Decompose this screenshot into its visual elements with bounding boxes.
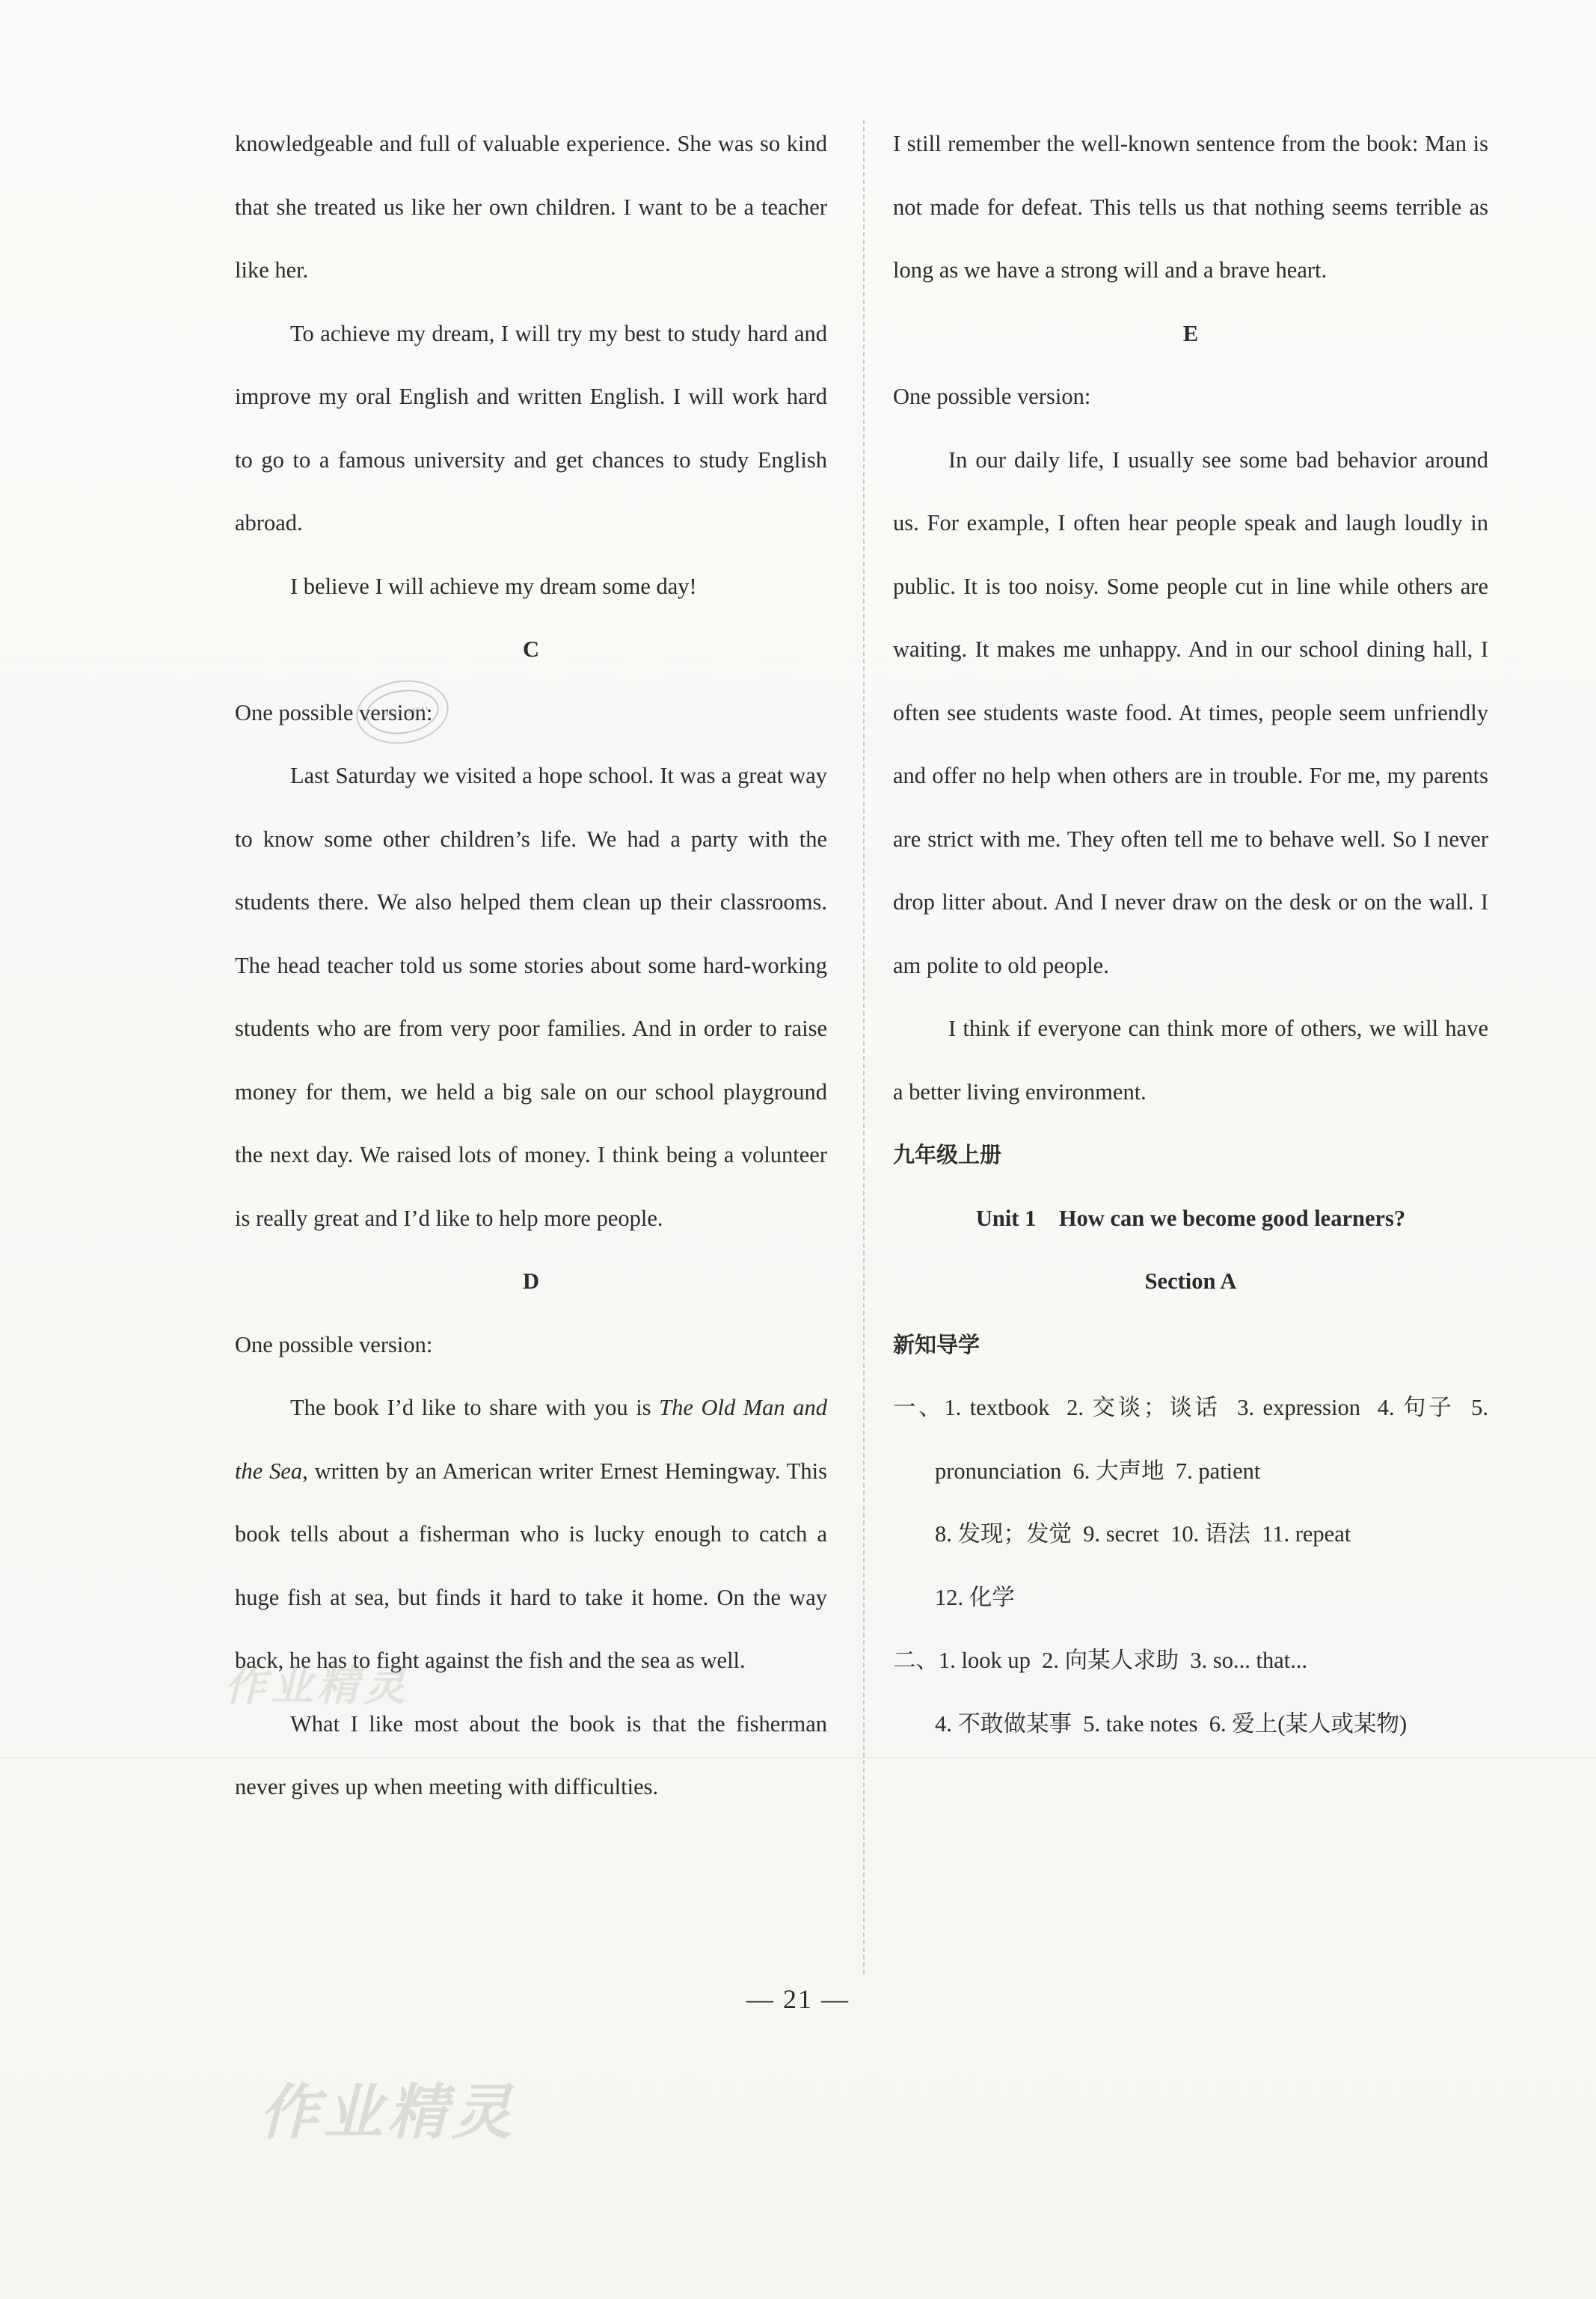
version-label: One possible version:: [893, 384, 1091, 409]
section-heading-e: E: [1182, 320, 1199, 346]
stamp-graphic: [354, 676, 451, 748]
watermark: 作业精灵: [259, 2078, 516, 2147]
paragraph: I believe I will achieve my dream some day!: [290, 573, 697, 599]
version-label: One possible version:: [235, 1331, 433, 1357]
paragraph: [235, 1376, 827, 1692]
answer-line: 8. 发现；发觉 9. secret 10. 语法 11. repeat: [935, 1521, 1351, 1547]
grade-heading: 九年级上册: [893, 1142, 1002, 1167]
answer-line: 二、1. look up 2. 向某人求助 3. so... that...: [893, 1648, 1308, 1673]
text-run: , written by an American writer Ernest Hemingway. This book tells about a fisherman who is lucky enough to catch a huge fish at sea, but finds it hard to take it home. On the way back, he has to fight against the fish and the sea as well.: [235, 1458, 827, 1673]
left-column: [235, 112, 827, 1819]
answer-line: 12. 化学: [935, 1584, 1015, 1610]
subsection-heading: 新知导学: [893, 1331, 980, 1357]
right-column: [893, 112, 1494, 1755]
answer-line: 4. 不敢做某事 5. take notes 6. 爱上(某人或某物): [935, 1710, 1408, 1737]
section-heading-c: C: [522, 636, 540, 662]
unit-title: Unit 1 How can we become good learners?: [975, 1205, 1406, 1231]
paragraph: What I like most about the book is that the fisherman never gives up when meeting with difficulties.: [235, 1710, 827, 1799]
paragraph: knowledgeable and full of valuable experience. She was so kind that she treated us like her own children. I want to be a teacher like her.: [235, 131, 827, 283]
book-title: The Old Man and the Sea: [235, 1395, 827, 1484]
answer-line: 一、1. textbook 2. 交谈；谈话 3. expression 4. 句子 5. pronunciation 6. 大声地 7. patient: [893, 1395, 1494, 1484]
paragraph: I still remember the well-known sentence from the book: Man is not made for defeat. This tells us that nothing seems terrible as long as we have a strong will and a brave heart.: [893, 131, 1488, 283]
section-title: Section A: [1144, 1268, 1237, 1294]
paragraph: To achieve my dream, I will try my best to study hard and improve my oral English and written English. I will work hard to go to a famous university and get chances to study English abroad.: [235, 320, 827, 535]
version-label: One possible version:: [235, 699, 433, 725]
paragraph: I think if everyone can think more of others, we will have a better living environment.: [893, 1016, 1488, 1105]
paragraph: Last Saturday we visited a hope school. It was a great way to know some other children’s life. We had a party with the students there. We also helped them clean up their classrooms. The head teacher told us some stories about some hard-working students who are from very poor families. And in order to raise money for them, we held a big sale on our school playground the next day. We raised lots of money. I think being a volunteer is really great and I’d like to help more people.: [235, 763, 827, 1231]
section-heading-d: D: [522, 1268, 540, 1294]
page-number: — 21 —: [746, 1984, 850, 2014]
watermark: 作业精灵: [224, 1662, 410, 1710]
column-divider: [863, 120, 865, 1974]
text-run: The book I’d like to share with you is: [290, 1395, 660, 1420]
paragraph: In our daily life, I usually see some bad behavior around us. For example, I often hear people speak and laugh loudly in public. It is too noisy. Some people cut in line while others are waiting. It makes me unhappy. And in our school dining hall, I often see students waste food. At times, people seem unfriendly and offer no help when others are in trouble. For me, my parents are strict with me. They often tell me to behave well. So I never drop litter about. And I never draw on the desk or on the wall. I am polite to old people.: [893, 446, 1488, 978]
